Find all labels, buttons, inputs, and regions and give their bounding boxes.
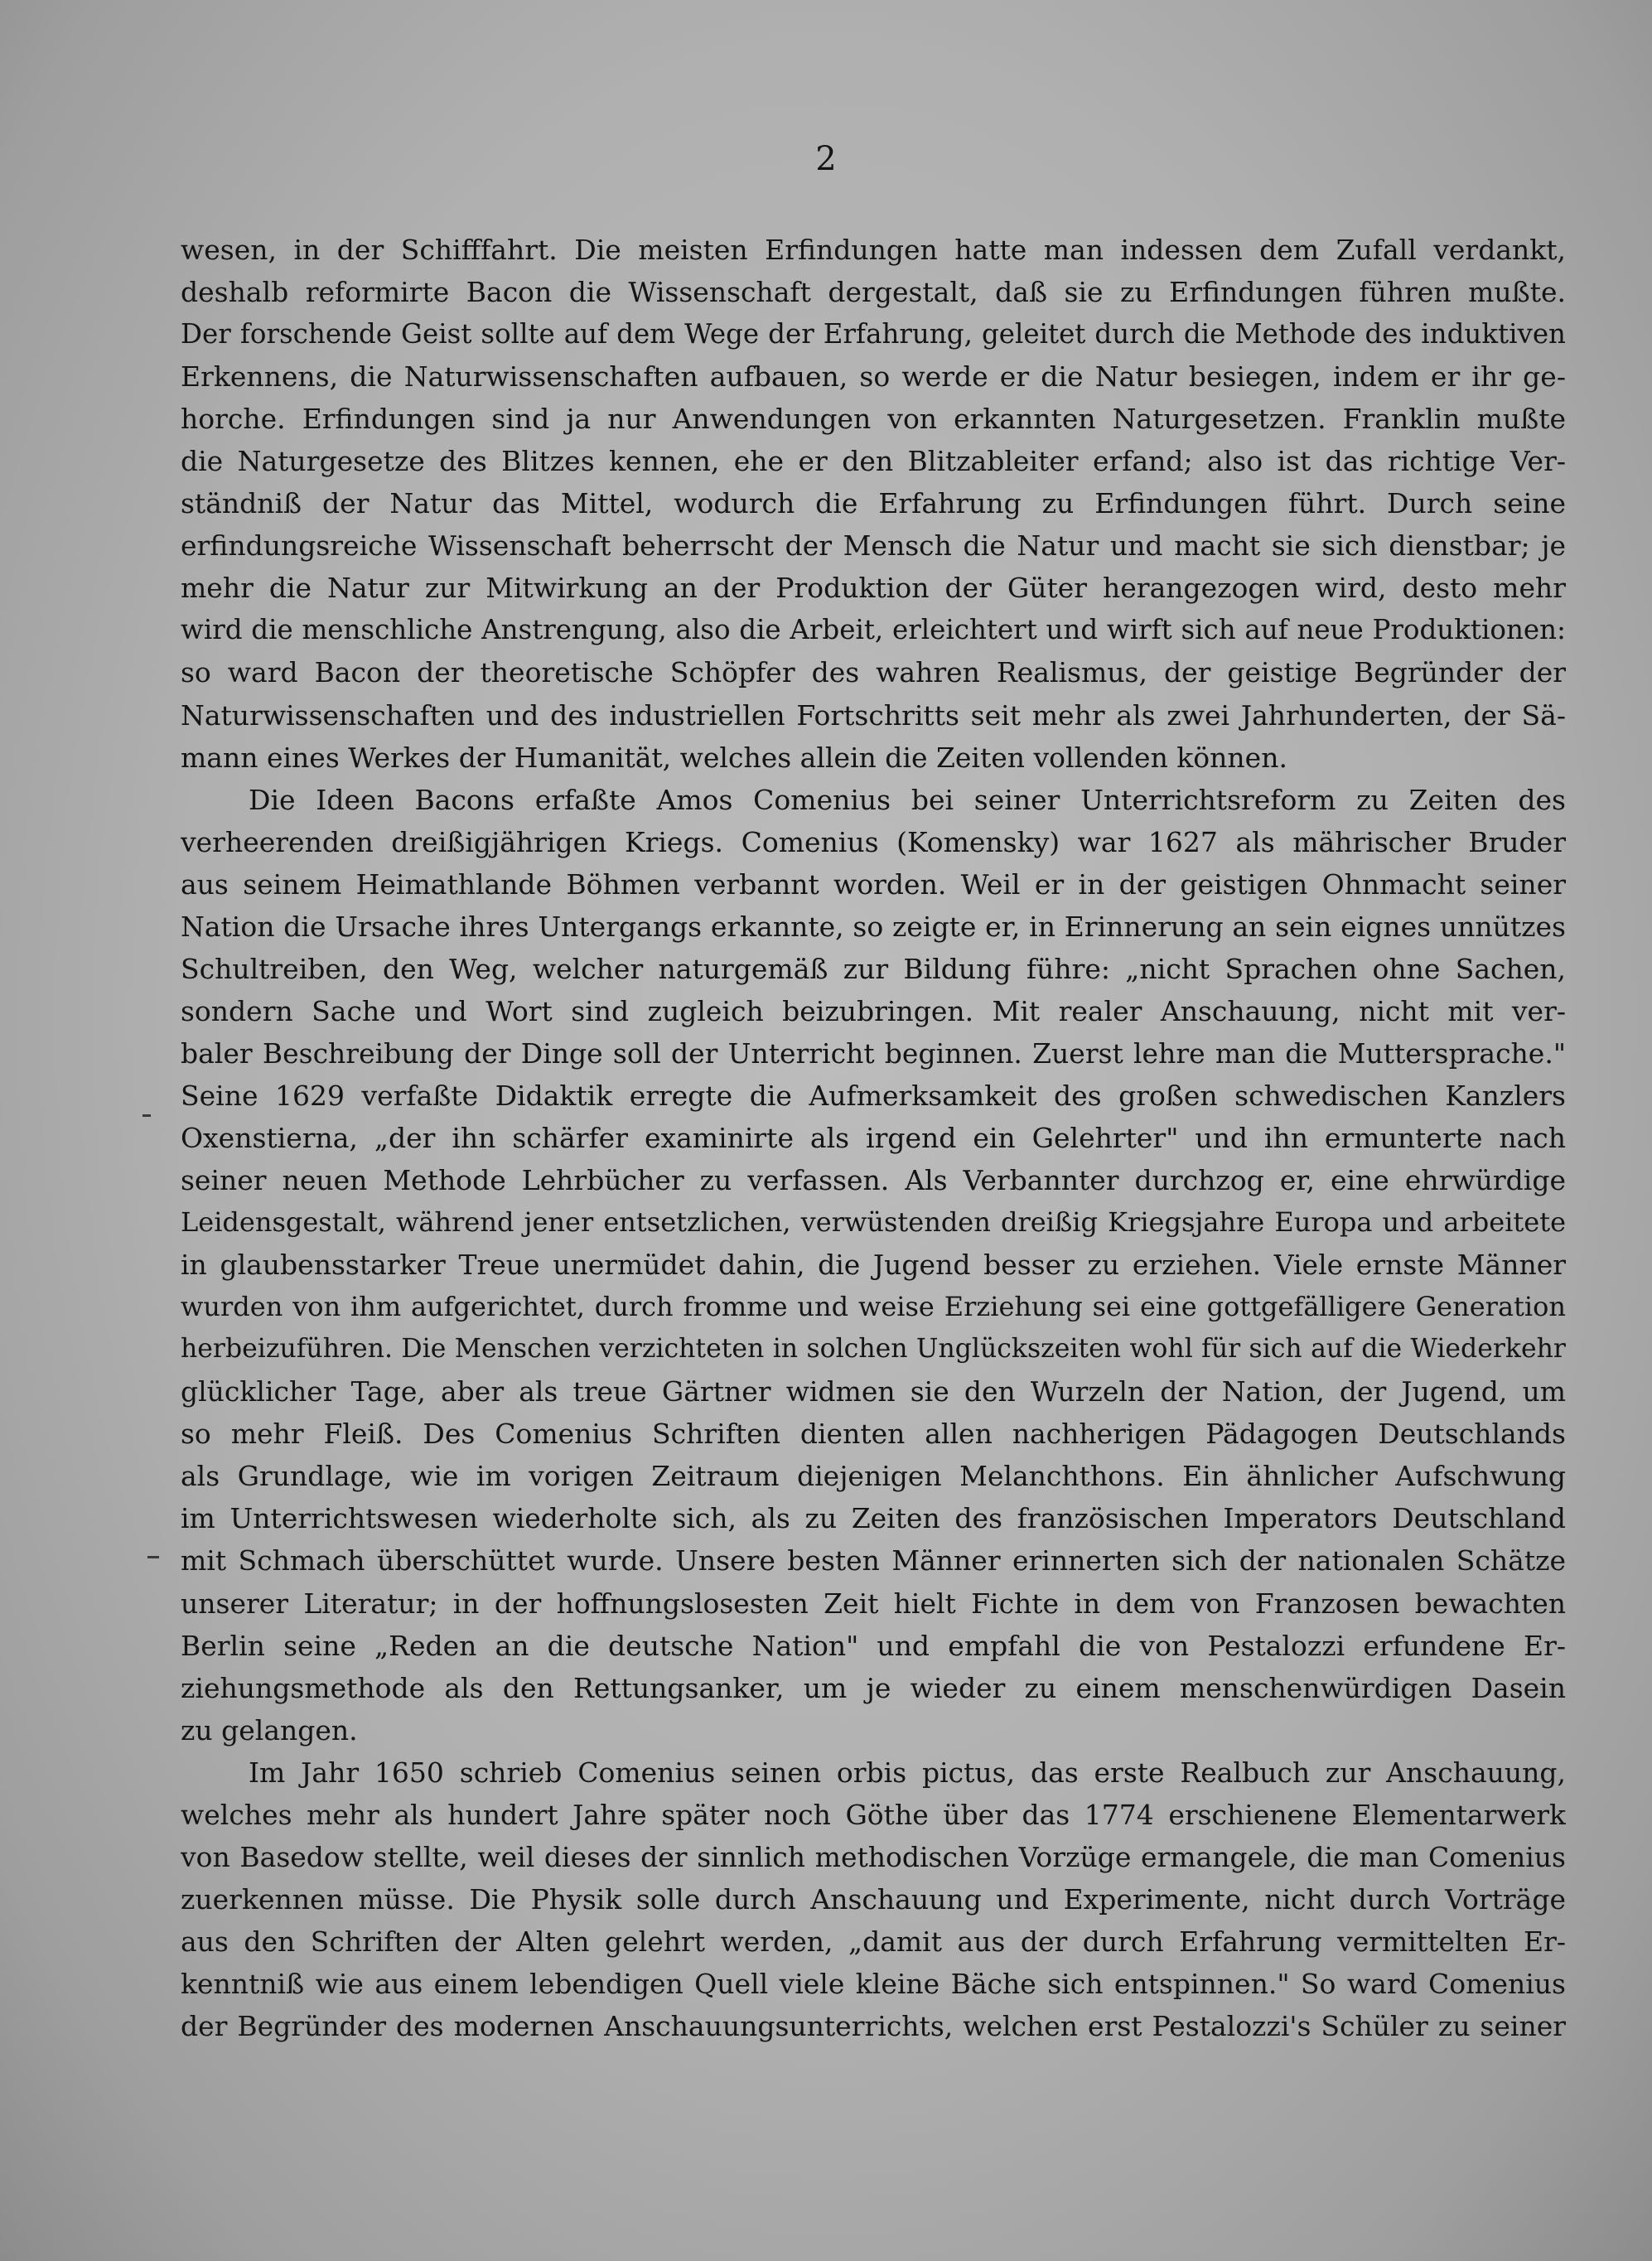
text-line: Berlin seine „Reden an die deutsche Nation" und empfahl die von Pestalozzi erfundene Er-: [181, 1629, 1566, 1662]
body-text: [181, 229, 1566, 2047]
text-line: so ward Bacon der theoretische Schöpfer des wahren Realismus, der geistige Begründer der: [181, 656, 1566, 689]
text-line: verheerenden dreißigjährigen Kriegs. Comenius (Komensky) war 1627 als mährischer Bruder: [181, 825, 1566, 858]
text-line: unserer Literatur; in der hoffnungslosesten Zeit hielt Fichte in dem von Franzosen bewachten: [181, 1587, 1566, 1620]
text-line: in glaubensstarker Treue unermüdet dahin, die Jugend besser zu erziehen. Viele ernste Männer: [181, 1249, 1566, 1282]
text-line: glücklicher Tage, aber als treue Gärtner widmen sie den Wurzeln der Nation, der Jugend, um: [181, 1375, 1566, 1408]
text-line: horche. Erfindungen sind ja nur Anwendungen von erkannten Naturgesetzen. Franklin mußte: [181, 403, 1566, 436]
text-line: seiner neuen Methode Lehrbücher zu verfassen. Als Verbannter durchzog er, eine ehrwürdige: [181, 1164, 1566, 1197]
text-line: kenntniß wie aus einem lebendigen Quell viele kleine Bäche sich entspinnen." So ward Comenius: [181, 1967, 1566, 2000]
text-line: deshalb reformirte Bacon die Wissenschaft dergestalt, daß sie zu Erfindungen führen mußte.: [181, 276, 1566, 309]
text-line: mehr die Natur zur Mitwirkung an der Produktion der Güter herangezogen wird, desto mehr: [181, 572, 1566, 605]
text-line: ziehungsmethode als den Rettungsanker, um je wieder zu einem menschenwürdigen Dasein: [181, 1671, 1566, 1704]
text-line: Im Jahr 1650 schrieb Comenius seinen orbis pictus, das erste Realbuch zur Anschauung,: [249, 1756, 1566, 1789]
page-number: 2: [815, 140, 837, 178]
text-line: Schultreiben, den Weg, welcher naturgemäß zur Bildung führe: „nicht Sprachen ohne Sachen,: [181, 952, 1566, 985]
text-line: aus den Schriften der Alten gelehrt werden, „damit aus der durch Erfahrung vermittelten Er-: [181, 1925, 1566, 1958]
text-line: Seine 1629 verfaßte Didaktik erregte die Aufmerksamkeit des großen schwedischen Kanzlers: [181, 1079, 1566, 1112]
text-line: mann eines Werkes der Humanität, welches allein die Zeiten vollenden können.: [181, 741, 1287, 774]
margin-mark: [142, 1114, 151, 1117]
text-line: wurden von ihm aufgerichtet, durch fromme und weise Erziehung sei eine gottgefälligere Generation: [181, 1291, 1566, 1323]
text-line: zu gelangen.: [181, 1713, 358, 1746]
text-line: herbeizuführen. Die Menschen verzichteten in solchen Unglückszeiten wohl für sich auf die Wiederkehr: [181, 1334, 1566, 1365]
text-line: sondern Sache und Wort sind zugleich beizubringen. Mit realer Anschauung, nicht mit ver-: [181, 994, 1566, 1027]
text-line: Naturwissenschaften und des industriellen Fortschritts seit mehr als zwei Jahrhunderten, der Sä-: [181, 698, 1566, 732]
text-line: wird die menschliche Anstrengung, also die Arbeit, erleichtert und wirft sich auf neue Produktionen:: [181, 614, 1566, 646]
text-line: von Basedow stellte, weil dieses der sinnlich methodischen Vorzüge ermangele, die man Comenius: [181, 1840, 1566, 1873]
text-line: zuerkennen müsse. Die Physik solle durch Anschauung und Experimente, nicht durch Vorträge: [181, 1882, 1566, 1916]
text-line: mit Schmach überschüttet wurde. Unsere besten Männer erinnerten sich der nationalen Schätze: [181, 1544, 1566, 1577]
text-line: Leidensgestalt, während jener entsetzlichen, verwüstenden dreißig Kriegsjahre Europa und arbeitete: [181, 1206, 1566, 1239]
text-line: Die Ideen Bacons erfaßte Amos Comenius bei seiner Unterrichtsreform zu Zeiten des: [249, 783, 1566, 816]
text-line: Der forschende Geist sollte auf dem Wege der Erfahrung, geleitet durch die Methode des induktiven: [181, 318, 1566, 350]
text-line: die Naturgesetze des Blitzes kennen, ehe er den Blitzableiter erfand; also ist das richtige Ver-: [181, 445, 1566, 478]
text-line: im Unterrichtswesen wiederholte sich, als zu Zeiten des französischen Imperators Deutschland: [181, 1502, 1566, 1535]
text-line: ständniß der Natur das Mittel, wodurch die Erfahrung zu Erfindungen führt. Durch seine: [181, 487, 1566, 520]
text-line: der Begründer des modernen Anschauungsunterrichts, welchen erst Pestalozzi's Schüler zu seiner: [181, 2009, 1566, 2042]
text-line: Nation die Ursache ihres Untergangs erkannte, so zeigte er, in Erinnerung an sein eignes unnützes: [181, 910, 1566, 943]
text-line: Erkennens, die Naturwissenschaften aufbauen, so werde er die Natur besiegen, indem er ihr ge-: [181, 360, 1566, 394]
text-line: erfindungsreiche Wissenschaft beherrscht der Mensch die Natur und macht sie sich dienstbar; je: [181, 529, 1566, 563]
text-line: welches mehr als hundert Jahre später noch Göthe über das 1774 erschienene Elementarwerk: [181, 1798, 1566, 1831]
text-line: so mehr Fleiß. Des Comenius Schriften dienten allen nachherigen Pädagogen Deutschlands: [181, 1418, 1566, 1451]
text-line: aus seinem Heimathlande Böhmen verbannt worden. Weil er in der geistigen Ohnmacht seiner: [181, 867, 1566, 901]
margin-mark: [147, 1556, 159, 1558]
text-line: Oxenstierna, „der ihn schärfer examinirte als irgend ein Gelehrter" und ihn ermunterte nach: [181, 1121, 1566, 1154]
text-line: baler Beschreibung der Dinge soll der Unterricht beginnen. Zuerst lehre man die Muttersprache.": [181, 1036, 1566, 1070]
text-line: als Grundlage, wie im vorigen Zeitraum diejenigen Melanchthons. Ein ähnlicher Aufschwung: [181, 1460, 1566, 1493]
text-line: wesen, in der Schifffahrt. Die meisten Erfindungen hatte man indessen dem Zufall verdankt,: [181, 234, 1566, 266]
